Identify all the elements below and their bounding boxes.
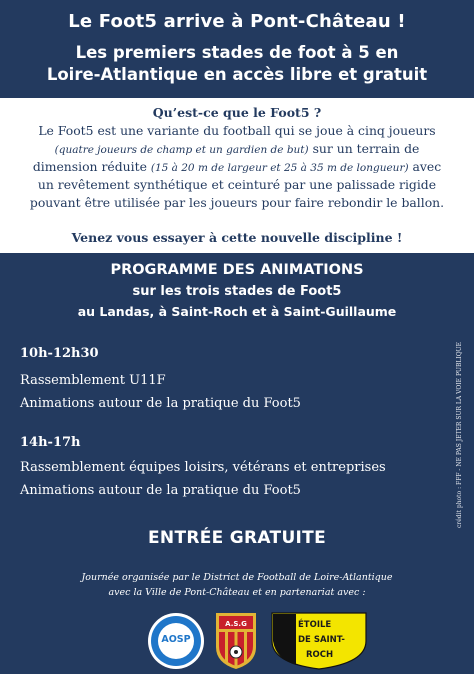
intro-line-3-start: dimension réduite (32, 159, 151, 174)
headline: Le Foot5 arrive à Pont-Château ! (68, 11, 406, 32)
intro-line-3-end: avec (408, 159, 442, 174)
aosp-logo-text (148, 634, 204, 645)
slot-time: 14h-17h (20, 435, 81, 450)
programme-title: PROGRAMME DES ANIMATIONS (110, 262, 364, 278)
aosp-logo (148, 613, 204, 669)
intro-panel (0, 98, 474, 253)
subheadline-line-2: Loire-Atlantique en accès libre et gratuit (46, 65, 428, 84)
slot-time: 10h-12h30 (20, 346, 99, 361)
schedule-slot-morning (20, 346, 301, 415)
poster-header (0, 0, 474, 96)
etoile-logo-text (298, 618, 368, 663)
photo-credit-text: crédit photo : FFF - NE PAS JETER SUR LA VOIE PUBLIQUE (456, 341, 463, 528)
asg-logo-label: A.S.G (225, 620, 247, 628)
intro-line-3-italic: (15 à 20 m de largeur et 25 à 35 m de longueur) (150, 162, 409, 174)
free-entry-banner: ENTRÉE GRATUITE (148, 528, 326, 548)
intro-line-5: pouvant être utilisée par les joueurs pour faire rebondir le ballon. (29, 195, 445, 210)
organizer-line-1: Journée organisée par le District de Football de Loire-Atlantique (81, 572, 393, 583)
schedule-slot-afternoon (20, 435, 386, 502)
slot-activity: Animations autour de la pratique du Foot5 (20, 396, 301, 411)
etoile-logo-line: DE SAINT- (298, 635, 345, 645)
intro-line-1: Le Foot5 est une variante du football qui se joue à cinq joueurs (38, 123, 436, 138)
organizer-line-2: avec la Ville de Pont-Château et en partenariat avec : (108, 587, 366, 598)
intro-question: Qu’est-ce que le Foot5 ? (152, 105, 322, 120)
intro-line-4: un revêtement synthétique et ceinturé par une palissade rigide (37, 177, 437, 192)
photo-credit (446, 318, 463, 528)
programme-subtitle: sur les trois stades de Foot5 (132, 284, 342, 299)
intro-line-3 (0, 158, 474, 177)
asg-logo (213, 611, 259, 671)
etoile-logo-line: ÉTOILE (298, 620, 332, 630)
intro-line-2-italic: (quatre joueurs de champ et un gardien de but) (54, 144, 309, 156)
etoile-logo-line: ROCH (306, 650, 334, 660)
programme-places: au Landas, à Saint-Roch et à Saint-Guillaume (77, 304, 397, 319)
intro-call-to-action: Venez vous essayer à cette nouvelle discipline ! (71, 230, 403, 245)
partner-logos (0, 607, 474, 673)
intro-line-2-rest: sur un terrain de (308, 141, 420, 156)
slot-activity: Rassemblement équipes loisirs, vétérans et entreprises (20, 460, 386, 475)
etoile-saint-roch-logo (270, 611, 368, 671)
subheadline-line-1: Les premiers stades de foot à 5 en (75, 43, 399, 62)
slot-activity: Rassemblement U11F (20, 373, 166, 388)
slot-activity: Animations autour de la pratique du Foot5 (20, 483, 301, 498)
intro-line-2 (0, 140, 474, 159)
aosp-logo-label: AOSP (161, 634, 191, 645)
